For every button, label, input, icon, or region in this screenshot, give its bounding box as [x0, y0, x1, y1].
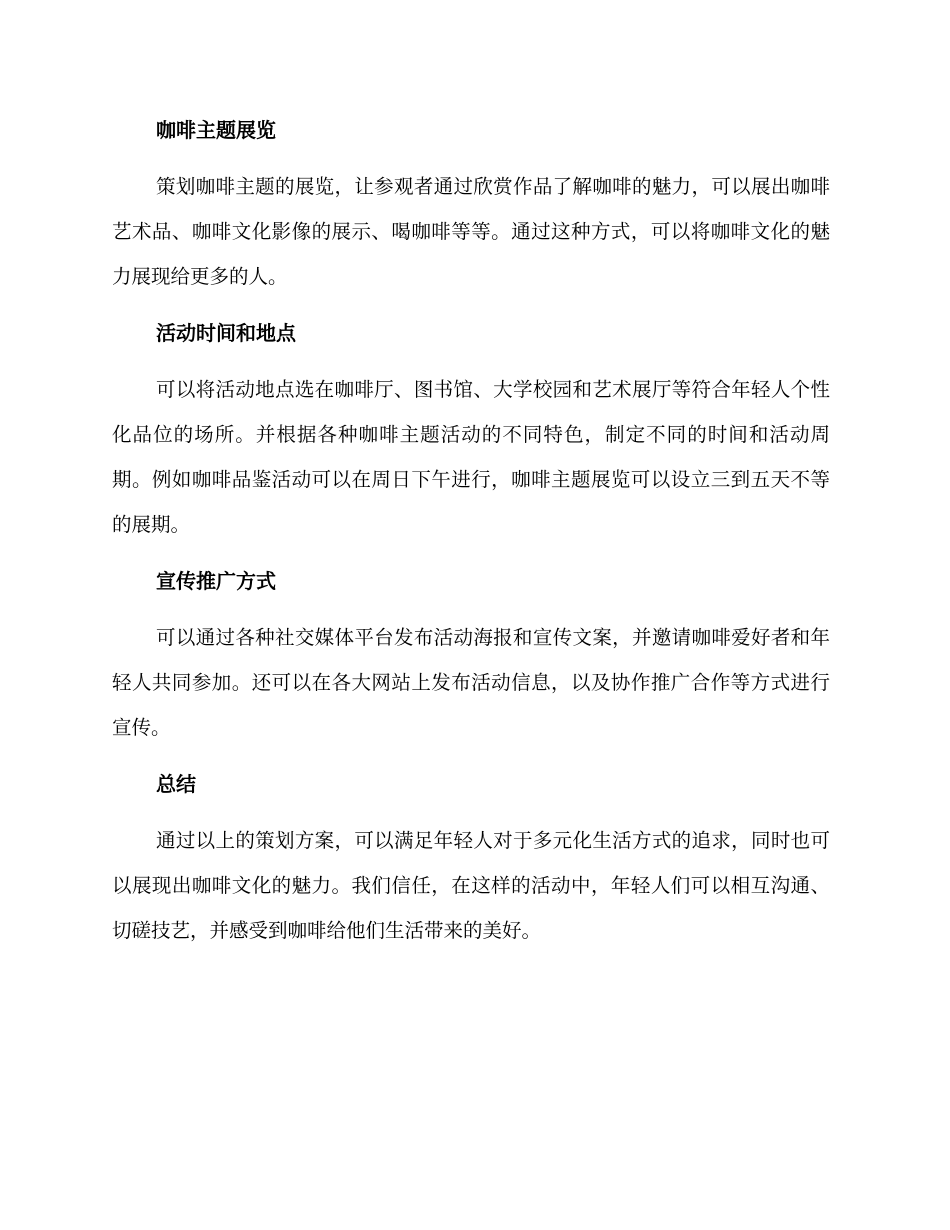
- section-heading-exhibition: 咖啡主题展览: [156, 118, 276, 142]
- section-body-promotion: 可以通过各种社交媒体平台发布活动海报和宣传文案，并邀请咖啡爱好者和年轻人共同参加。还可以在各大网站上发布活动信息，以及协作推广合作等方式进行宣传。: [112, 626, 830, 739]
- section-heading-time-place: 活动时间和地点: [156, 321, 296, 345]
- section-body-time-place: 可以将活动地点选在咖啡厅、图书馆、大学校园和艺术展厅等符合年轻人个性化品位的场所。并根据各种咖啡主题活动的不同特色，制定不同的时间和活动周期。例如咖啡品鉴活动可以在周日下午进行，咖啡主题展览可以设立三到五天不等的展期。: [112, 378, 830, 536]
- section-heading-promotion: 宣传推广方式: [156, 569, 276, 593]
- document-page: [112, 110, 830, 953]
- section-body-exhibition: 策划咖啡主题的展览，让参观者通过欣赏作品了解咖啡的魅力，可以展出咖啡艺术品、咖啡文化影像的展示、喝咖啡等等。通过这种方式，可以将咖啡文化的魅力展现给更多的人。: [112, 175, 830, 288]
- section-body-summary: 通过以上的策划方案，可以满足年轻人对于多元化生活方式的追求，同时也可以展现出咖啡文化的魅力。我们信任，在这样的活动中，年轻人们可以相互沟通、切磋技艺，并感受到咖啡给他们生活带来的美好。: [112, 829, 830, 942]
- section-heading-summary: 总结: [156, 772, 196, 796]
